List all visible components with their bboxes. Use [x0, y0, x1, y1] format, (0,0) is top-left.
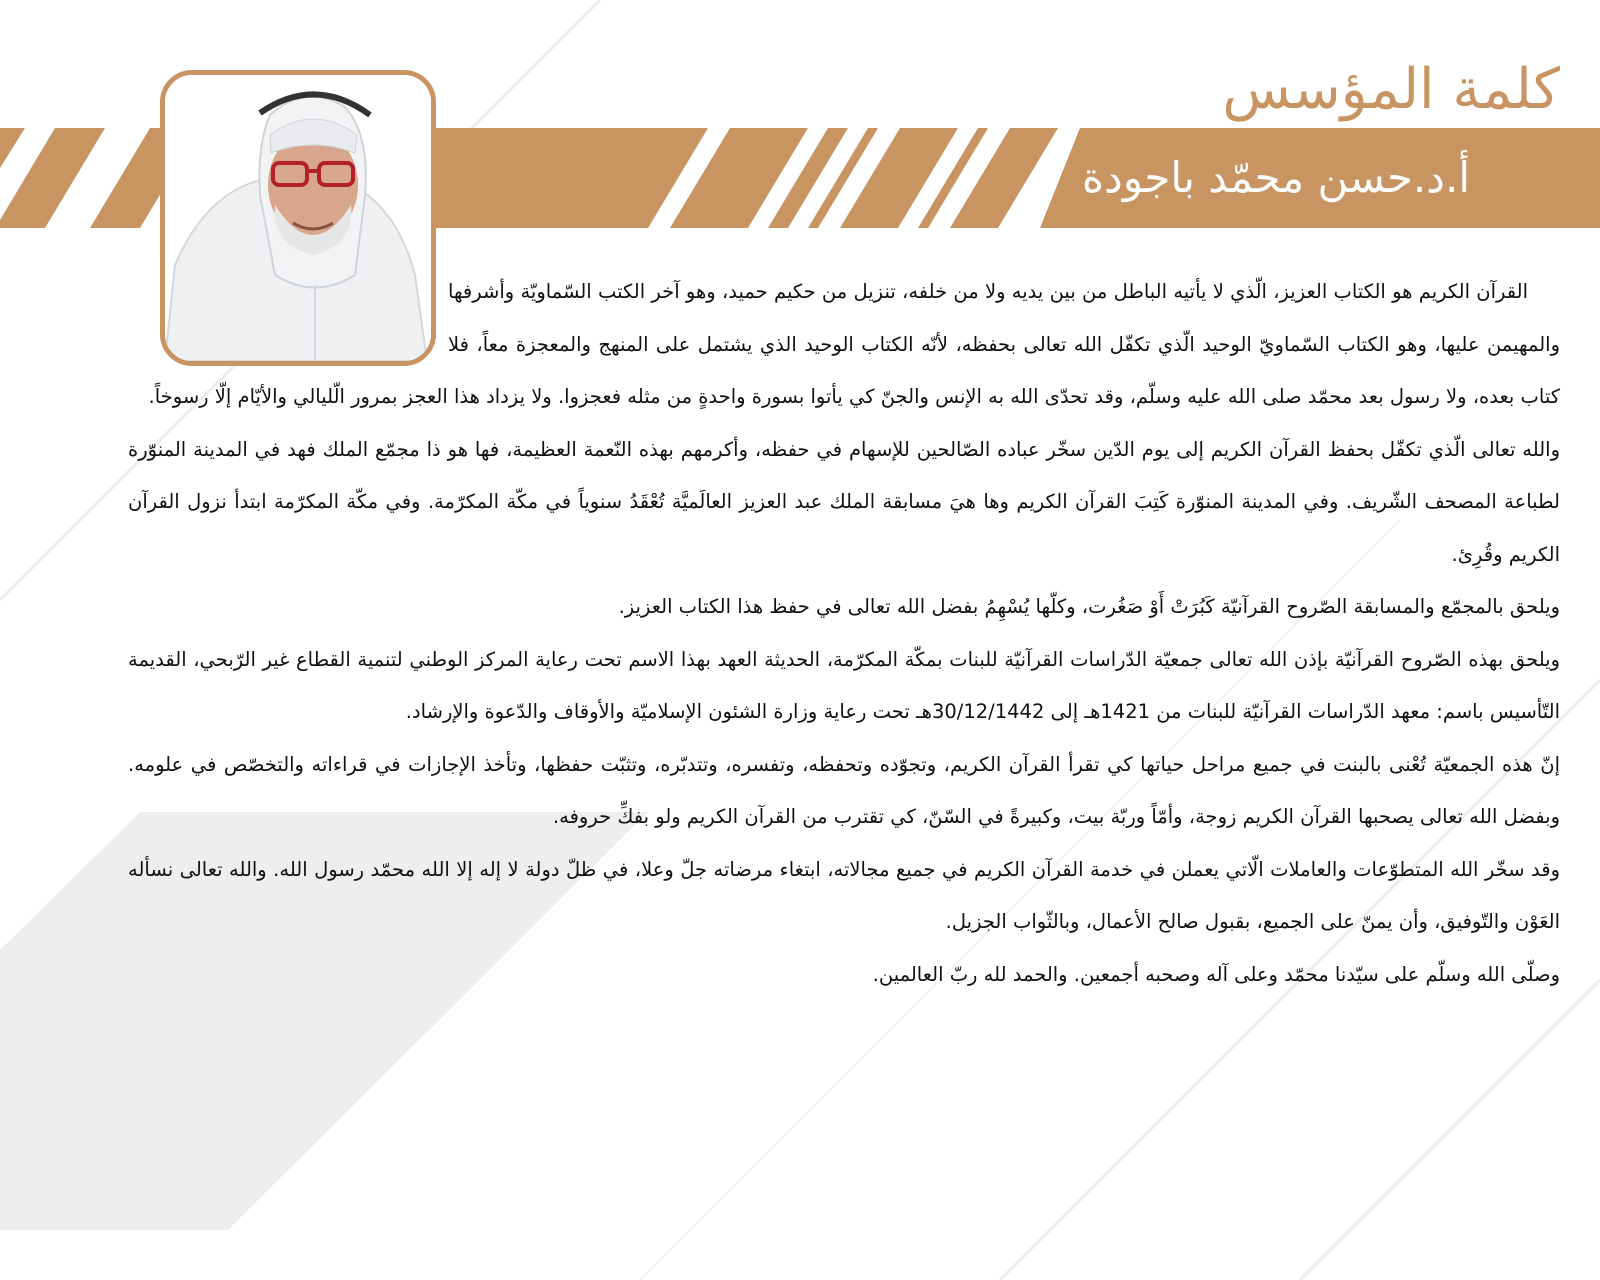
founder-photo: [160, 70, 436, 366]
paragraph: والله تعالى الّذي تكفّل بحفظ القرآن الكريم إلى يوم الدّين سخّر عباده الصّالحين للإسهام في حفظه، وأكرمهم بهذه النّعمة العظيمة، فها هو ذا مجمّع الملك فهد في المدينة المنوّرة لطباعة المصحف الشّريف. وفي المدينة المنوّرة كَتِبَ القرآن الكريم وها هيَ مسابقة الملك عبد العزيز العالَميَّة تُعْقَدُ سنوياً في مكّة المكرّمة. وفي مكّة المكرّمة ابتدأ نزول القرآن الكريم وقُرِئ.: [128, 437, 1560, 566]
founder-message: [128, 266, 1560, 1001]
decor-line: [1300, 980, 1600, 1280]
paragraph: القرآن الكريم هو الكتاب العزيز، الّذي لا يأتيه الباطل من بين يديه ولا من خلفه، تنزيل من حكيم حميد، وهو آخر الكتب السّماويّة وأشرفها والمهيمن عليها، وهو الكتاب السّماويّ الوحيد الّذي تكفّل الله تعالى بحفظه، لأنّه الكتاب الوحيد الذي يشتمل على المنهج والمعجزة معاً، فلا كتاب بعده، ولا رسول بعد محمّد صلى الله عليه وسلّم، وقد تحدّى الله به الإنس والجنّ كي يأتوا بسورة واحدةٍ من مثله فعجزوا. ولا يزداد هذا العجز بمرور الّليالي والأيّام إلّا رسوخاً.: [148, 280, 1560, 408]
paragraph: وقد سخّر الله المتطوّعات والعاملات الّاتي يعملن في خدمة القرآن الكريم في جميع مجالاته، ابتغاء مرضاته جلّ وعلا، في ظلّ دولة لا إله إلا الله محمّد رسول الله. والله تعالى نسأله العَوْن والتّوفيق، وأن يمنّ على الجميع، بقبول صالح الأعمال، وبالثّواب الجزيل.: [128, 857, 1560, 933]
founder-name: أ.د.حسن محمّد باجودة: [1082, 153, 1470, 202]
paragraph: إنّ هذه الجمعيّة تُعْنى بالبنت في جميع مراحل حياتها كي تقرأ القرآن الكريم، وتجوّده وتحفظه، وتفسره، وتتدبّره، وتثبّت حفظها، وتأخذ الإجازات في قراءاته والتخصّص في علومه. وبفضل الله تعالى يصحبها القرآن الكريم زوجة، وأمّاً وربّة بيت، وكبيرةً في السّنّ، كي تقترب من القرآن الكريم ولو بفكِّ حروفه.: [128, 752, 1560, 828]
paragraph: ويلحق بهذه الصّروح القرآنيّة بإذن الله تعالى جمعيّة الدّراسات القرآنيّة للبنات بمكّة المكرّمة، الحديثة العهد بهذا الاسم تحت رعاية المركز الوطني لتنمية القطاع غير الرّبحي، القديمة التّأسيس باسم: معهد الدّراسات القرآنيّة للبنات من 1421هـ إلى 30/12/1442هـ تحت رعاية وزارة الشئون الإسلاميّة والأوقاف والدّعوة والإرشاد.: [128, 647, 1560, 723]
banner-stripe: [0, 128, 25, 168]
page-title: كلمة المؤسس: [1222, 57, 1560, 122]
banner-stripe: [950, 128, 1058, 228]
banner-stripe: [0, 128, 105, 228]
paragraph: ويلحق بالمجمّع والمسابقة الصّروح القرآنيّة كَبُرَتْ أَوْ صَغُرت، وكلّها يُسْهِمُ بفضل الله تعالى في حفظ هذا الكتاب العزيز.: [618, 595, 1560, 618]
paragraph: وصلّى الله وسلّم على سيّدنا محمّد وعلى آله وصحبه أجمعين. والحمد لله ربّ العالمين.: [872, 962, 1560, 986]
banner-stripe: [840, 128, 958, 228]
portrait-image: [165, 75, 431, 361]
